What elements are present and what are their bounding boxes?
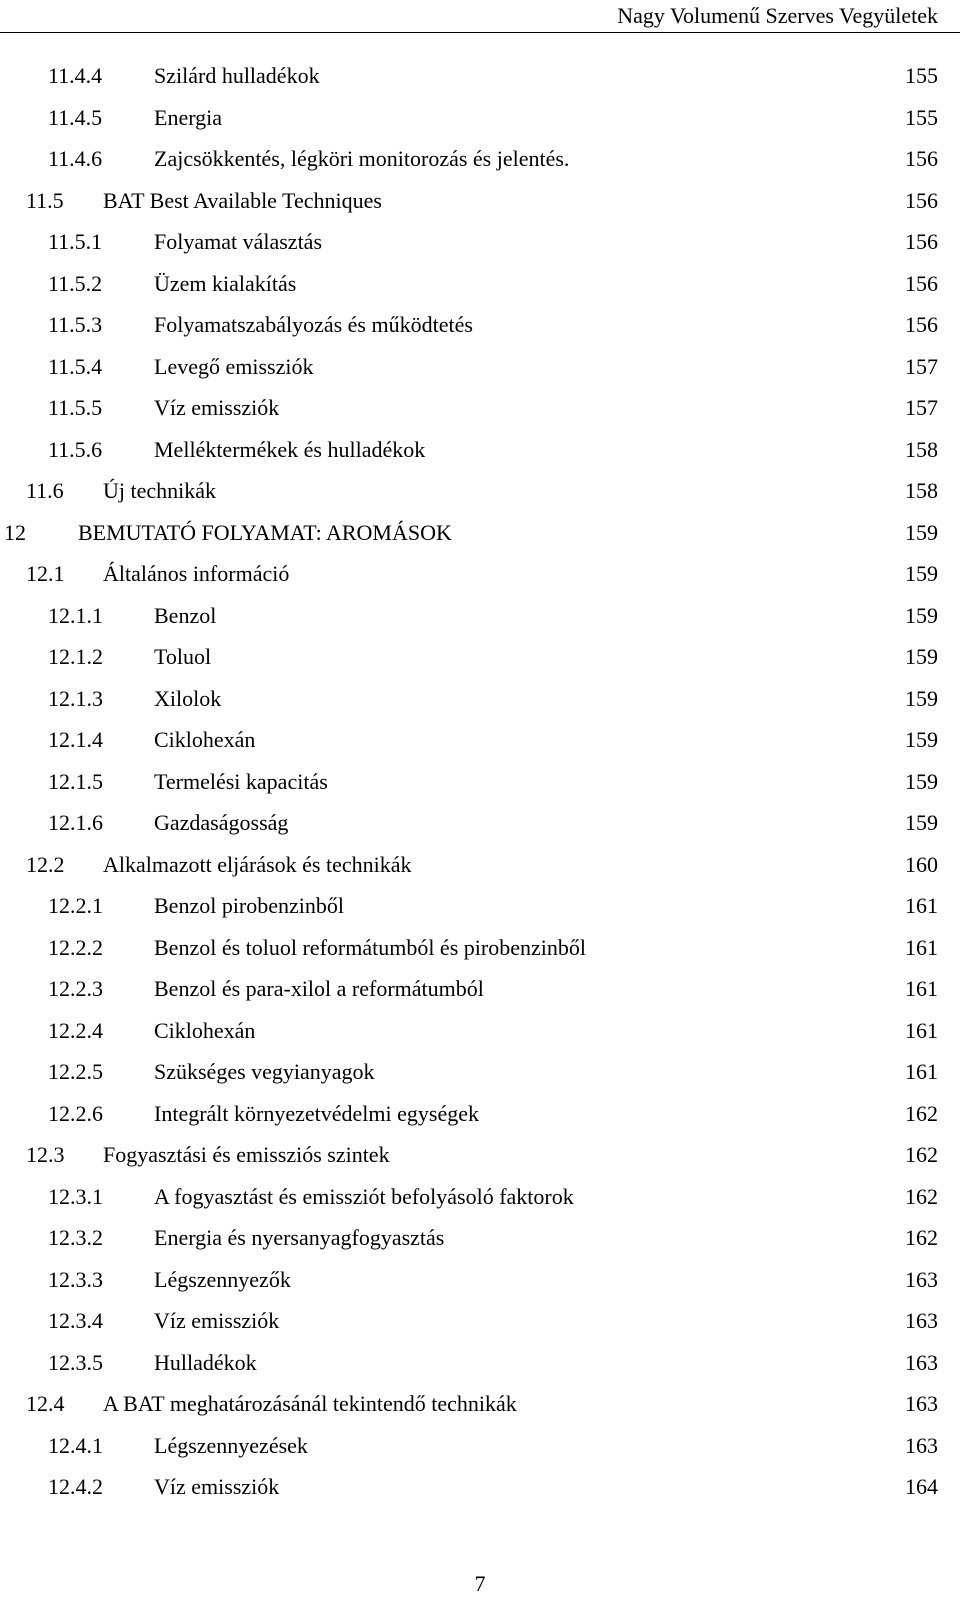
toc-entry-page: 161 <box>905 934 938 960</box>
toc-entry-page: 159 <box>905 602 938 628</box>
toc-entry-page: 159 <box>905 644 938 669</box>
toc-entry-page: 160 <box>905 851 938 877</box>
toc-entry-title: Ciklohexán <box>154 727 256 752</box>
toc-entry-title: Általános információ <box>103 561 290 586</box>
toc-entry-number: 12.1.5 <box>48 768 103 794</box>
toc-entry-title: Benzol pirobenzinből <box>154 893 345 918</box>
toc-entry-number: 12.3 <box>26 1142 65 1167</box>
toc-entry-page: 163 <box>905 1349 938 1375</box>
toc-entry[interactable] <box>0 1466 960 1508</box>
toc-entry-page: 163 <box>905 1432 938 1458</box>
toc-entry-page: 159 <box>905 810 938 835</box>
toc-entry-title: Termelési kapacitás <box>154 768 328 794</box>
toc-entry[interactable] <box>0 1300 960 1342</box>
toc-entry-title: Szükséges vegyianyagok <box>154 1059 375 1084</box>
toc-entry-title: Energia <box>154 104 223 130</box>
toc-entry-number: 12.3.2 <box>48 1225 103 1250</box>
table-of-contents <box>0 55 960 1508</box>
toc-entry-number: 12.1.6 <box>48 810 103 835</box>
toc-entry-title: Energia és nyersanyagfogyasztás <box>154 1225 445 1250</box>
toc-entry-title: Zajcsökkentés, légköri monitorozás és jelentés. <box>154 146 570 171</box>
toc-entry-page: 159 <box>905 561 938 586</box>
toc-entry-title: BAT Best Available Techniques <box>103 187 382 213</box>
running-header-title: Nagy Volumenű Szerves Vegyületek <box>617 3 938 28</box>
toc-entry-title: Légszennyezők <box>154 1266 291 1292</box>
toc-entry-title: Szilárd hulladékok <box>154 63 320 88</box>
toc-entry[interactable] <box>0 55 960 97</box>
toc-entry[interactable] <box>0 304 960 346</box>
toc-entry[interactable] <box>0 512 960 554</box>
toc-entry[interactable] <box>0 1383 960 1425</box>
toc-entry[interactable] <box>0 387 960 429</box>
toc-entry[interactable] <box>0 802 960 844</box>
toc-entry-number: 12.1.1 <box>48 602 103 628</box>
toc-entry-page: 156 <box>905 187 938 213</box>
toc-entry-number: 12.4.2 <box>48 1474 103 1499</box>
toc-entry-number: 12.1 <box>26 561 65 586</box>
toc-entry-title: Víz emissziók <box>154 395 280 420</box>
toc-entry-number: 11.4.6 <box>48 146 103 171</box>
toc-entry-number: 12.4 <box>26 1391 65 1416</box>
toc-entry-number: 11.5.4 <box>48 353 103 379</box>
toc-entry-title: Benzol és toluol reformátumból és pirobenzinből <box>154 934 586 960</box>
toc-entry-page: 163 <box>905 1391 938 1416</box>
toc-entry[interactable] <box>0 221 960 263</box>
toc-entry-page: 162 <box>905 1142 938 1167</box>
toc-entry[interactable] <box>0 97 960 139</box>
toc-entry[interactable] <box>0 1010 960 1052</box>
toc-entry-page: 158 <box>905 436 938 462</box>
toc-entry[interactable] <box>0 180 960 222</box>
toc-entry-number: 12.1.2 <box>48 644 103 669</box>
toc-entry-number: 12.2 <box>26 851 65 877</box>
toc-entry-number: 11.5.6 <box>48 436 103 462</box>
toc-entry-number: 11.6 <box>26 478 64 503</box>
toc-entry-page: 159 <box>905 768 938 794</box>
toc-entry-number: 12.4.1 <box>48 1432 103 1458</box>
toc-entry-number: 12.2.6 <box>48 1100 103 1126</box>
toc-entry[interactable] <box>0 470 960 512</box>
toc-entry-title: Xilolok <box>154 685 222 711</box>
toc-entry-page: 157 <box>905 395 938 420</box>
toc-entry-number: 12.2.4 <box>48 1017 103 1043</box>
toc-entry-number: 12.3.3 <box>48 1266 103 1292</box>
toc-entry-page: 161 <box>905 976 938 1001</box>
toc-entry-title: Levegő emissziók <box>154 353 314 379</box>
toc-entry[interactable] <box>0 1217 960 1259</box>
toc-entry[interactable] <box>0 1093 960 1135</box>
toc-entry-page: 156 <box>905 270 938 296</box>
toc-entry[interactable] <box>0 1342 960 1384</box>
toc-entry-page: 158 <box>905 478 938 503</box>
toc-entry[interactable] <box>0 1259 960 1301</box>
toc-entry-title: Folyamat választás <box>154 229 323 254</box>
toc-entry-number: 11.4.5 <box>48 104 103 130</box>
toc-entry-page: 161 <box>905 1059 938 1084</box>
toc-entry-page: 162 <box>905 1225 938 1250</box>
toc-entry-title: Fogyasztási és emissziós szintek <box>103 1142 390 1167</box>
toc-entry-title: Víz emissziók <box>154 1474 280 1499</box>
toc-entry[interactable] <box>0 927 960 969</box>
toc-entry[interactable] <box>0 1176 960 1218</box>
toc-entry-page: 161 <box>905 893 938 918</box>
toc-entry-number: 12.1.3 <box>48 685 103 711</box>
toc-entry-title: Benzol és para-xilol a reformátumból <box>154 976 484 1001</box>
toc-entry-title: Gazdaságosság <box>154 810 289 835</box>
toc-entry-number: 12.1.4 <box>48 727 103 752</box>
toc-entry[interactable] <box>0 429 960 471</box>
toc-entry-title: Melléktermékek és hulladékok <box>154 436 426 462</box>
toc-entry[interactable] <box>0 968 960 1010</box>
toc-entry-page: 161 <box>905 1017 938 1043</box>
toc-entry[interactable] <box>0 553 960 595</box>
toc-entry[interactable] <box>0 761 960 803</box>
toc-entry[interactable] <box>0 844 960 886</box>
toc-entry-number: 12.3.5 <box>48 1349 103 1375</box>
toc-entry-title: BEMUTATÓ FOLYAMAT: AROMÁSOK <box>78 519 452 545</box>
toc-entry-page: 159 <box>905 727 938 752</box>
toc-entry-page: 159 <box>905 519 938 545</box>
toc-entry-page: 156 <box>905 229 938 254</box>
toc-entry-page: 162 <box>905 1100 938 1126</box>
toc-entry-title: Alkalmazott eljárások és technikák <box>103 851 412 877</box>
toc-entry-title: Ciklohexán <box>154 1017 256 1043</box>
toc-entry-title: Üzem kialakítás <box>154 270 297 296</box>
toc-entry[interactable] <box>0 719 960 761</box>
toc-entry-page: 164 <box>905 1474 938 1499</box>
toc-entry-number: 11.5.2 <box>48 270 103 296</box>
toc-entry-page: 163 <box>905 1266 938 1292</box>
toc-entry-title: Toluol <box>154 644 212 669</box>
toc-entry-title: A BAT meghatározásánál tekintendő technikák <box>103 1391 517 1416</box>
toc-entry-number: 12.2.5 <box>48 1059 103 1084</box>
toc-entry[interactable] <box>0 138 960 180</box>
toc-entry-number: 11.5.1 <box>48 229 103 254</box>
toc-entry-number: 12.3.4 <box>48 1308 103 1333</box>
toc-entry-title: Hulladékok <box>154 1349 257 1375</box>
toc-entry-number: 11.5.3 <box>48 312 103 337</box>
toc-entry-number: 12.2.1 <box>48 893 103 918</box>
toc-entry-number: 11.4.4 <box>48 63 103 88</box>
toc-entry-number: 12.3.1 <box>48 1183 103 1209</box>
toc-entry-page: 157 <box>905 353 938 379</box>
toc-entry-title: Folyamatszabályozás és működtetés <box>154 312 473 337</box>
toc-entry-page: 156 <box>905 312 938 337</box>
toc-entry[interactable] <box>0 885 960 927</box>
toc-entry[interactable] <box>0 346 960 388</box>
toc-entry-page: 155 <box>905 104 938 130</box>
toc-entry-page: 156 <box>905 146 938 171</box>
toc-entry-title: Új technikák <box>103 478 217 503</box>
toc-entry-title: Víz emissziók <box>154 1308 280 1333</box>
header-divider <box>0 32 960 33</box>
toc-entry[interactable] <box>0 1425 960 1467</box>
toc-entry-page: 155 <box>905 63 938 88</box>
toc-entry-number: 11.5.5 <box>48 395 103 420</box>
toc-entry[interactable] <box>0 636 960 678</box>
toc-entry[interactable] <box>0 595 960 637</box>
toc-entry-number: 12 <box>4 519 26 545</box>
toc-entry-title: Integrált környezetvédelmi egységek <box>154 1100 479 1126</box>
toc-entry[interactable] <box>0 678 960 720</box>
toc-entry-page: 162 <box>905 1183 938 1209</box>
toc-entry-page: 163 <box>905 1308 938 1333</box>
toc-entry-number: 12.2.2 <box>48 934 103 960</box>
toc-entry-page: 159 <box>905 685 938 711</box>
toc-entry-number: 12.2.3 <box>48 976 103 1001</box>
toc-entry-title: Légszennyezések <box>154 1432 308 1458</box>
toc-entry[interactable] <box>0 263 960 305</box>
toc-entry-title: Benzol <box>154 602 217 628</box>
toc-entry-title: A fogyasztást és emissziót befolyásoló faktorok <box>154 1183 574 1209</box>
toc-entry-number: 11.5 <box>26 187 64 213</box>
page-number: 7 <box>474 1571 486 1596</box>
toc-entry[interactable] <box>0 1051 960 1093</box>
toc-entry[interactable] <box>0 1134 960 1176</box>
